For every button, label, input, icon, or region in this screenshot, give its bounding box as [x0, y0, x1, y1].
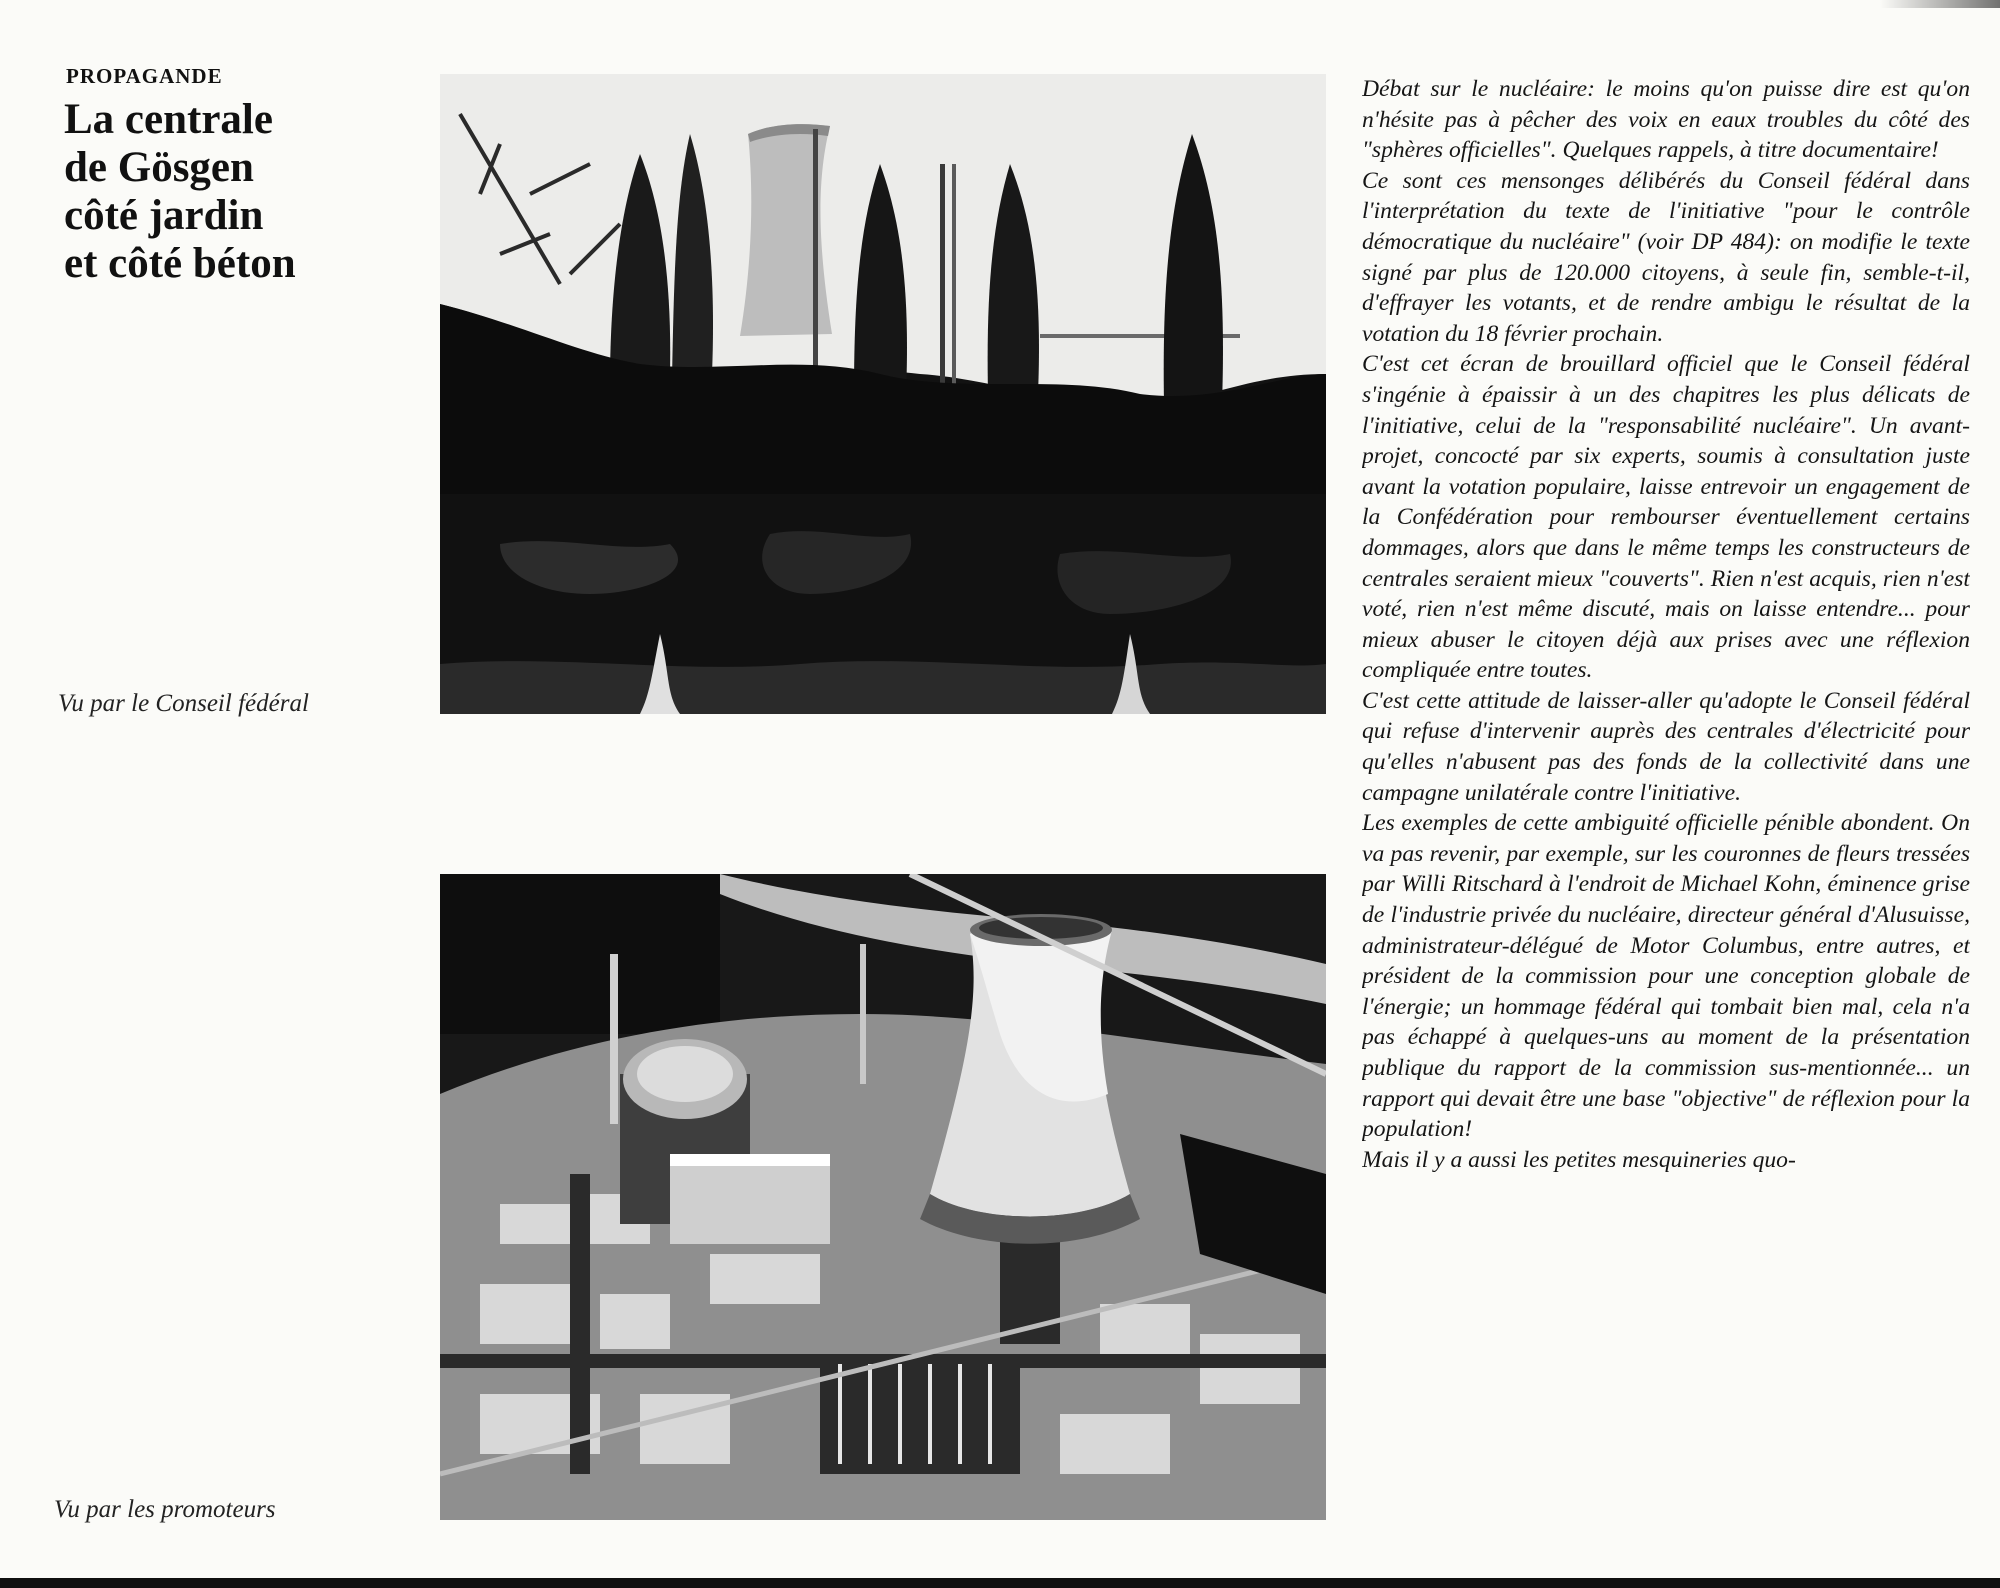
photo-garden-view-image	[440, 74, 1326, 714]
headline: La centrale de Gösgen côté jardin et côté béton	[64, 96, 296, 287]
photo-concrete-view	[440, 874, 1326, 1520]
article-paragraph: Débat sur le nucléaire: le moins qu'on puisse dire est qu'on n'hésite pas à pêcher des voix en eaux troubles du côté des "sphères officielles". Quelques rappels, à titre documentaire!	[1362, 76, 1970, 164]
caption-garden-view: Vu par le Conseil fédéral	[58, 690, 309, 717]
article-paragraph: Mais il y a aussi les petites mesquineries quo-	[1362, 1146, 1796, 1173]
scan-edge	[1880, 0, 2000, 8]
article-paragraph: C'est cet écran de brouillard officiel que le Conseil fédéral s'ingénie à épaissir à un des chapitres les plus délicats de l'initiative, celui de la "responsabilité nucléaire". Un avant-projet, concocté par six experts, soumis à consultation juste avant la votation populaire, laisse entrevoir un engagement de la Confédération pour rembourser éventuellement certains dommages, alors que dans le même temps les constructeurs de centrales seraient mieux "couverts". Rien n'est acquis, rien n'est voté, rien n'est même discuté, mais on laisse entendre... pour mieux abuser le citoyen déjà aux prises avec une réflexion compliquée entre toutes.	[1362, 351, 1970, 684]
article-body	[1362, 74, 1970, 1534]
photo-garden-view	[440, 74, 1326, 714]
article-paragraph: Les exemples de cette ambiguité officielle pénible abondent. On va pas revenir, par exemple, sur les couronnes de fleurs tressées par Willi Ritschard à l'endroit de Michael Kohn, éminence grise de l'industrie privée du nucléaire, directeur général d'Alusuisse, administrateur-délégué de Motor Columbus, entre autres, et président de la commission pour une conception globale de l'énergie; un hommage fédéral qui tombait bien mal, cela n'a pas échappé à quelques-uns au moment de la présentation publique du rapport de la commission sus-mentionnée... un rapport qui devait être une base "objective" de réflexion pour la population!	[1362, 810, 1970, 1143]
section-kicker: PROPAGANDE	[66, 64, 223, 88]
photo-concrete-view-image	[440, 874, 1326, 1520]
article-paragraph: Ce sont ces mensonges délibérés du Conseil fédéral dans l'interprétation du texte de l'initiative "pour le contrôle démocratique du nucléaire" (voir DP 484): on modifie le texte signé par plus de 120.000 citoyens, à seule fin, semble-t-il, d'effrayer les votants, et de rendre ambigu le résultat de la votation du 18 février prochain.	[1362, 167, 1970, 347]
scan-bottom-edge	[0, 1578, 2000, 1588]
article-paragraph: C'est cette attitude de laisser-aller qu'adopte le Conseil fédéral qui refuse d'intervenir auprès des centrales d'électricité pour qu'elles n'abusent pas des fonds de la collectivité dans une campagne unilatérale contre l'initiative.	[1362, 687, 1970, 806]
caption-concrete-view: Vu par les promoteurs	[54, 1496, 276, 1523]
